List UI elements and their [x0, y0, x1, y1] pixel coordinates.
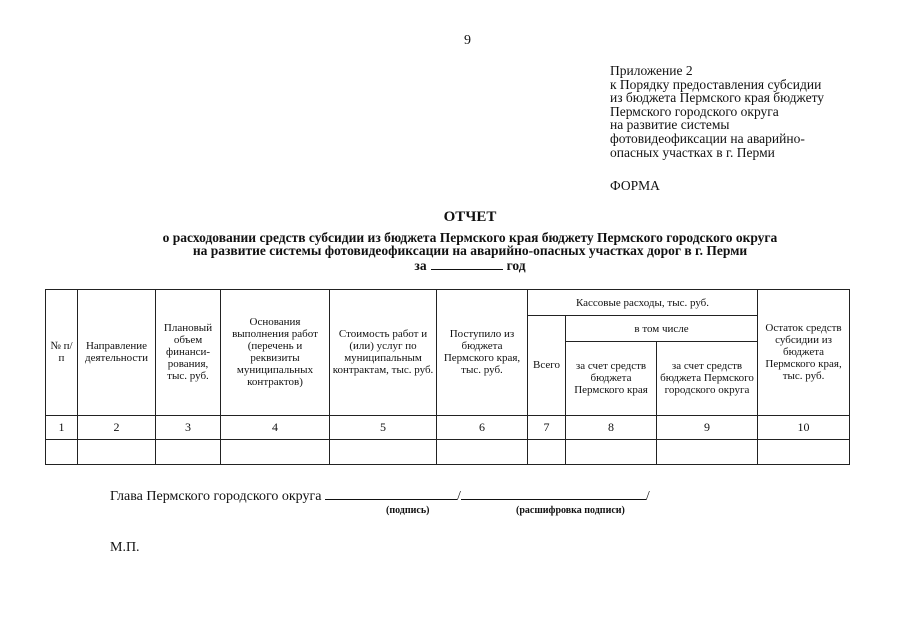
column-number: 9: [657, 415, 758, 439]
appendix-note: [610, 64, 824, 159]
signature-decode-caption: (расшифровка подписи): [516, 505, 625, 516]
column-number: 1: [46, 415, 78, 439]
signature-line: [110, 486, 650, 505]
column-number: 4: [221, 415, 330, 439]
data-cell[interactable]: [657, 439, 758, 464]
appendix-line: опасных участках в г. Перми: [610, 144, 775, 160]
header-cost: Стоимость работ и (или) услуг по муниципальным контрактам, тыс. руб.: [330, 290, 437, 416]
appendix-line: Приложение 2: [610, 63, 693, 78]
data-cell[interactable]: [221, 439, 330, 464]
header-regional-budget: за счет средств бюджета Пермского края: [566, 342, 657, 415]
column-number: 10: [758, 415, 850, 439]
stamp-label: М.П.: [110, 540, 140, 555]
header-total: Всего: [528, 316, 566, 416]
header-including: в том числе: [566, 316, 758, 342]
appendix-line: из бюджета Пермского края бюджету: [610, 90, 825, 106]
data-cell[interactable]: [528, 439, 566, 464]
report-subtitle-line-2: на развитие системы фотовидеофиксации на аварийно-опасных участках дорог в г. Перми: [192, 243, 748, 258]
report-title-block: [90, 209, 850, 274]
data-cell[interactable]: [566, 439, 657, 464]
header-balance: Остаток средств субсидии из бюджета Пермского края, тыс. руб.: [758, 290, 850, 416]
signature-blank[interactable]: [325, 486, 457, 500]
header-municipal-budget: за счет средств бюджета Пермского городского округа: [657, 342, 758, 415]
report-table: [45, 289, 850, 465]
form-label: ФОРМА: [610, 178, 660, 193]
appendix-line: к Порядку предоставления субсидии: [610, 76, 822, 92]
column-number: 5: [330, 415, 437, 439]
report-title: ОТЧЕТ: [443, 209, 497, 225]
header-received: Поступило из бюджета Пермского края, тыс. руб.: [437, 290, 528, 416]
signature-decode-blank[interactable]: [461, 486, 646, 500]
report-period: [90, 258, 850, 274]
header-num: № п/п: [46, 290, 78, 416]
signature-caption: (подпись): [386, 505, 430, 516]
signature-separator: /: [645, 489, 650, 504]
data-cell[interactable]: [46, 439, 78, 464]
data-cell[interactable]: [437, 439, 528, 464]
data-cell[interactable]: [758, 439, 850, 464]
header-plan: Плановый объем финанси-рования, тыс. руб.: [156, 290, 221, 416]
column-number: 3: [156, 415, 221, 439]
column-number: 2: [78, 415, 156, 439]
period-prefix: за: [414, 258, 427, 273]
appendix-line: фотовидеофиксации на аварийно-: [610, 130, 805, 146]
period-year-blank[interactable]: [431, 258, 503, 270]
header-grounds: Основания выполнения работ (перечень и реквизиты муниципальных контрактов): [221, 290, 330, 416]
appendix-line: на развитие системы: [610, 117, 730, 133]
header-cash-expenses: Кассовые расходы, тыс. руб.: [528, 290, 758, 316]
data-cell[interactable]: [78, 439, 156, 464]
appendix-line: Пермского городского округа: [610, 103, 779, 119]
column-number: 6: [437, 415, 528, 439]
column-number: 7: [528, 415, 566, 439]
report-subtitle-line-1: о расходовании средств субсидии из бюджета Пермского края бюджету Пермского городского округа: [162, 230, 778, 245]
data-cell[interactable]: [156, 439, 221, 464]
data-cell[interactable]: [330, 439, 437, 464]
header-direction: Направление деятельности: [78, 290, 156, 416]
signature-label: Глава Пермского городского округа: [110, 489, 322, 504]
period-suffix: год: [506, 258, 526, 273]
page-number: 9: [464, 33, 471, 48]
signature-separator: /: [456, 489, 461, 504]
column-number: 8: [566, 415, 657, 439]
